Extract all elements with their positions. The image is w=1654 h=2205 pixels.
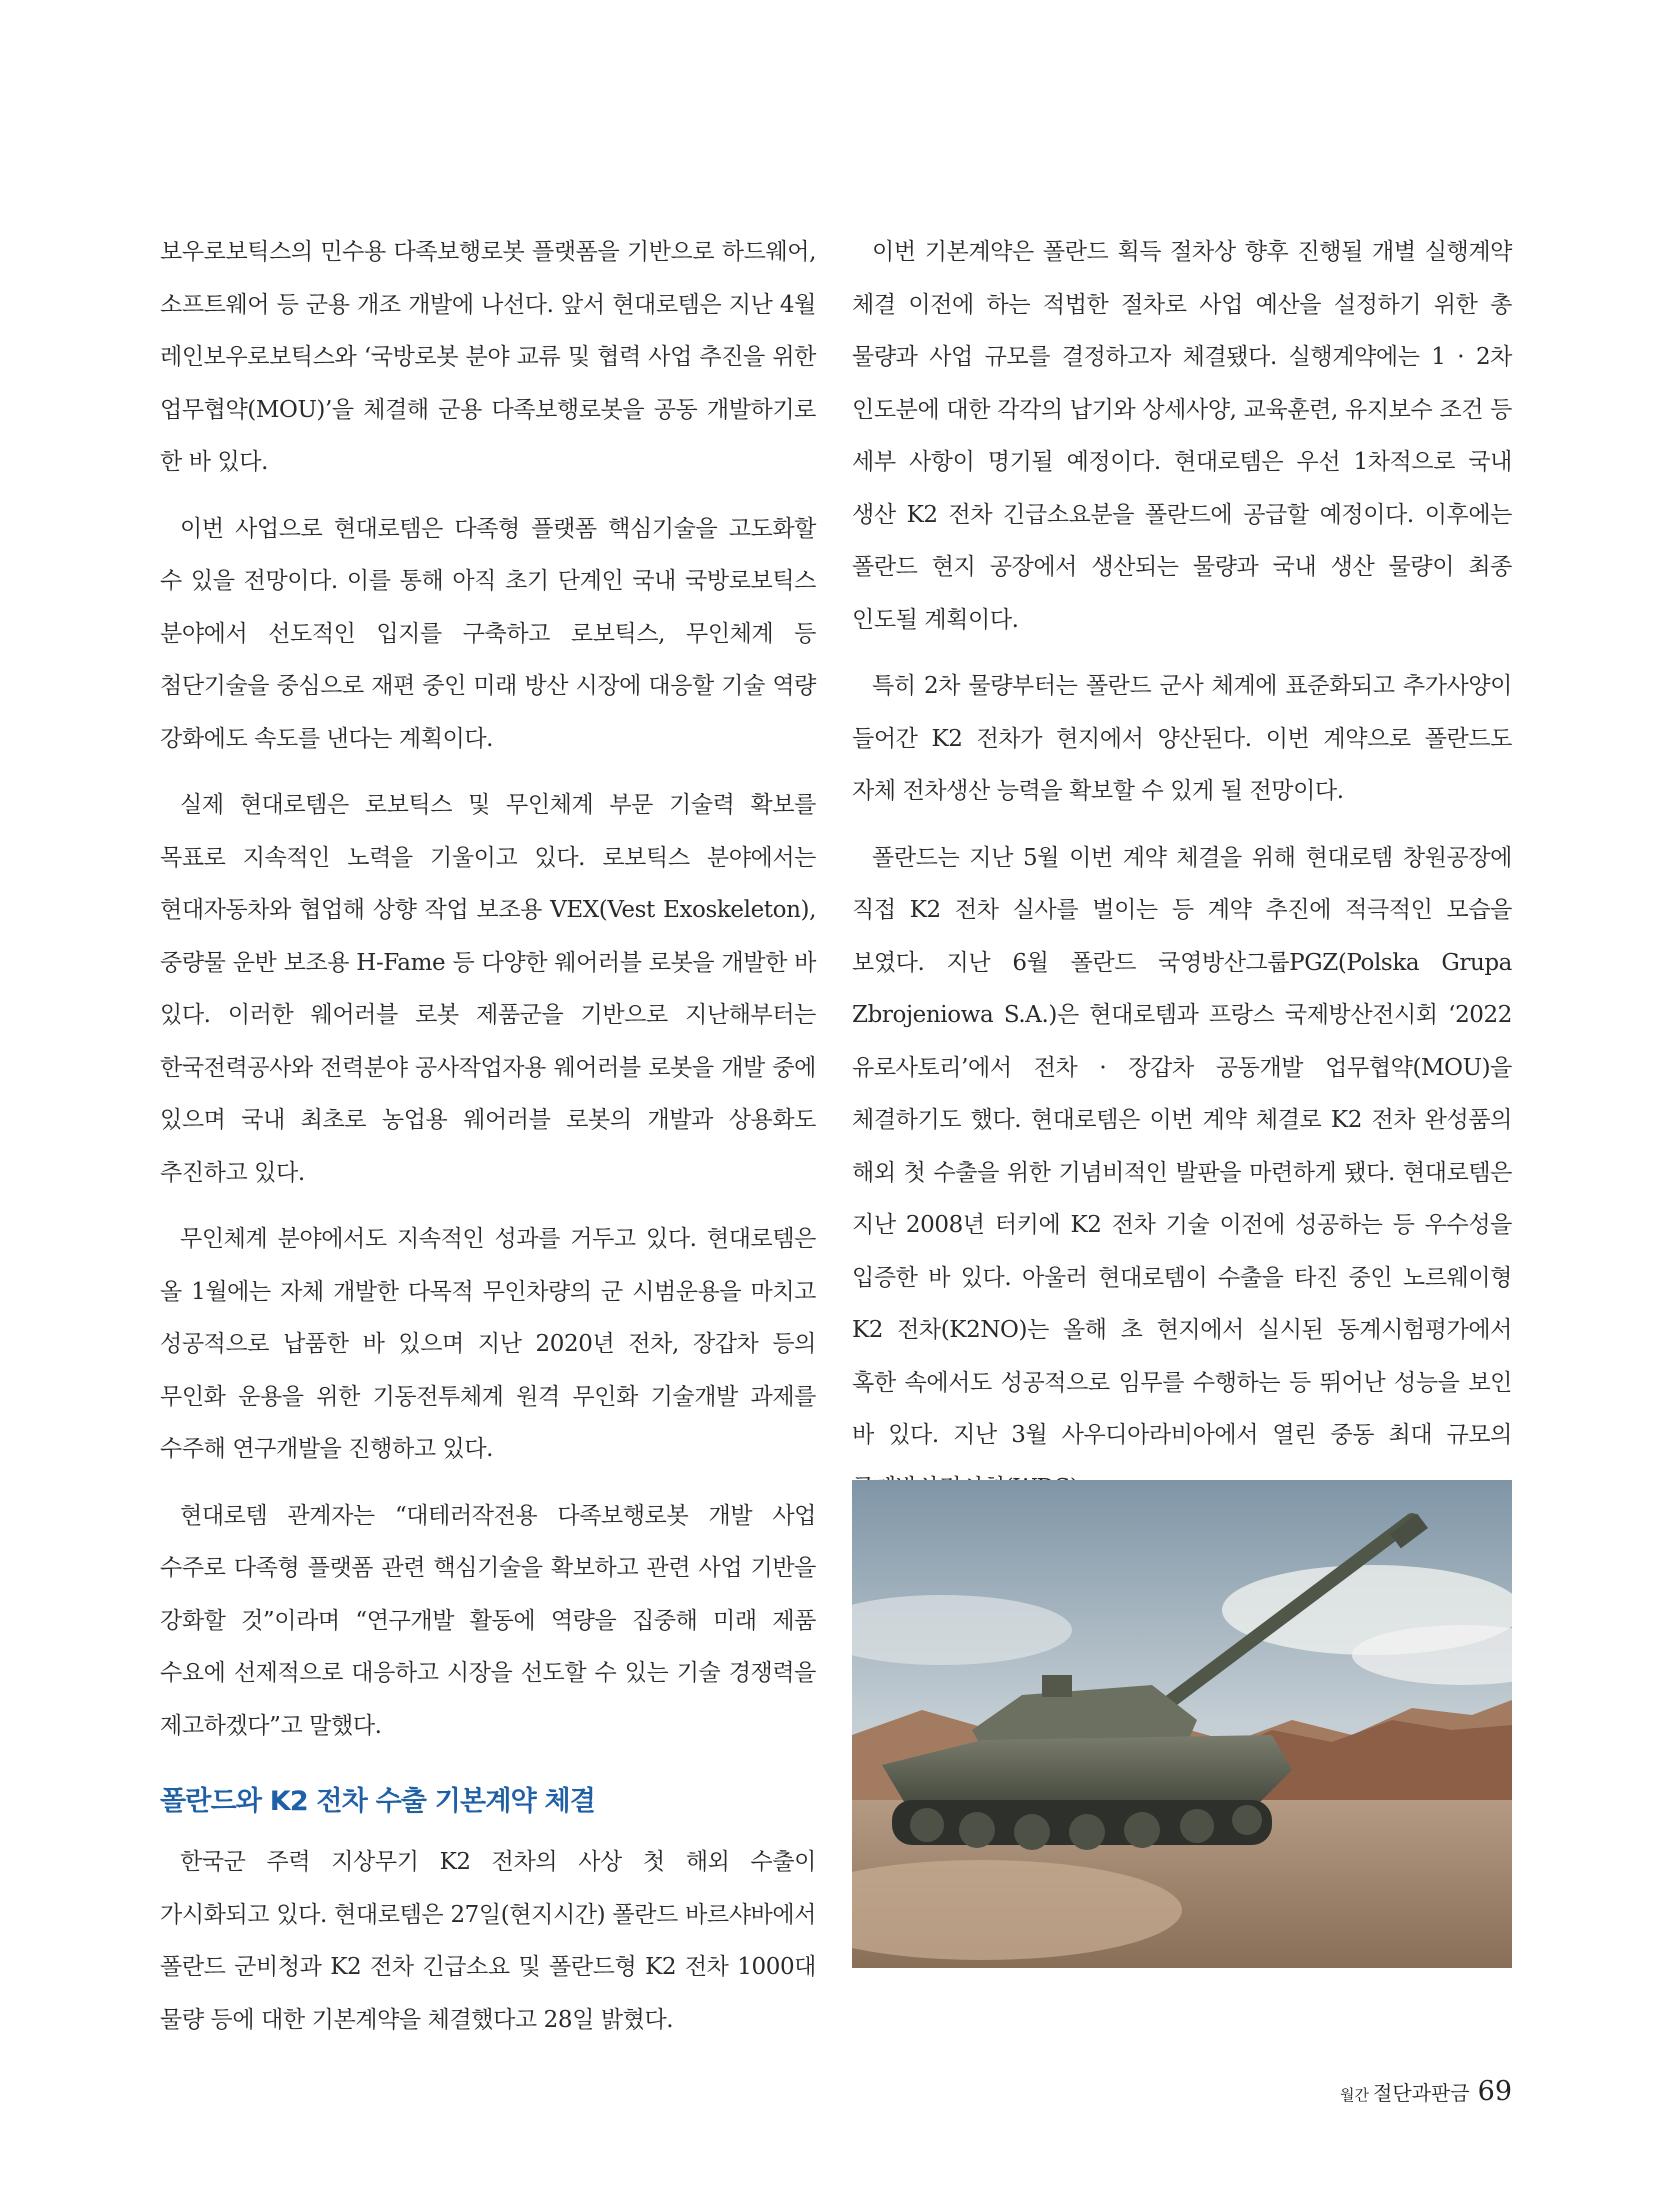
body-paragraph: 이번 사업으로 현대로템은 다족형 플랫폼 핵심기술을 고도화할 수 있을 전망이다. 이를 통해 아직 초기 단계인 국내 국방로보틱스 분야에서 선도적인 입지를 구축하고 로보틱스, 무인체계 등 첨단기술을 중심으로 재편 중인 미래 방산 시장에 대응할 기술 역량 강화에도 속도를 낸다는 계획이다. bbox=[160, 515, 816, 752]
right-column bbox=[852, 226, 1512, 1528]
k2-tank-photo bbox=[852, 1480, 1512, 1968]
body-paragraph: 보우로보틱스의 민수용 다족보행로봇 플랫폼을 기반으로 하드웨어, 소프트웨어 등 군용 개조 개발에 나선다. 앞서 현대로템은 지난 4월 레인보우로보틱스와 ‘국방로봇 분야 교류 및 협력 사업 추진을 위한 업무협약(MOU)’을 체결해 군용 다족보행로봇을 공동 개발하기로 한 바 있다. bbox=[160, 239, 816, 475]
body-paragraph: 한국군 주력 지상무기 K2 전차의 사상 첫 해외 수출이 가시화되고 있다. 현대로템은 27일(현지시간) 폴란드 바르샤바에서 폴란드 군비청과 K2 전차 긴급소요 및 폴란드형 K2 전차 1000대 물량 등에 대한 기본계약을 체결했다고 28일 밝혔다. bbox=[160, 1849, 816, 2033]
magazine-name bbox=[1340, 2077, 1470, 2106]
body-paragraph: 폴란드는 지난 5월 이번 계약 체결을 위해 현대로템 창원공장에 직접 K2 전차 실사를 벌이는 등 계약 추진에 적극적인 모습을 보였다. 지난 6월 폴란드 국영방산그룹PGZ(Polska Grupa Zbrojeniowa S.A.)은 현대로템과 프랑스 국제방산전시회 ‘2022 유로사토리’에서 전차 · 장갑차 공동개발 업무협약(MOU)을 체결하기도 했다. 현대로템은 이번 계약 체결로 K2 전차 완성품의 해외 첫 수출을 위한 기념비적인 발판을 마련하게 됐다. 현대로템은 지난 2008년 터키에 K2 전차 기술 이전에 성공하는 등 우수성을 입증한 바 있다. 아울러 현대로템이 수출을 타진 중인 노르웨이형 K2 전차(K2NO)는 올해 초 현지에서 실시된 동계시험평가에서 혹한 속에서도 성공적으로 임무를 수행하는 등 뛰어난 성능을 보인 바 있다. 지난 3월 사우디아라비아에서 열린 중동 최대 규모의 bbox=[852, 844, 1512, 1448]
body-paragraph: 이번 기본계약은 폴란드 획득 절차상 향후 진행될 개별 실행계약 체결 이전에 하는 적법한 절차로 사업 예산을 설정하기 위한 총 물량과 사업 규모를 결정하고자 체결됐다. 실행계약에는 1 · 2차 인도분에 대한 각각의 납기와 상세사양, 교육훈련, 유지보수 조건 등 세부 사항이 명기될 예정이다. 현대로템은 우선 1차적으로 국내 생산 K2 전차 긴급소요분을 폴란드에 공급할 예정이다. 이후에는 폴란드 현지 공장에서 생산되는 물량과 국내 생산 물량이 최종 인도될 계획이다. bbox=[852, 239, 1512, 633]
magazine-prefix: 월간 bbox=[1340, 2086, 1370, 2104]
section-heading: 폴란드와 K2 전차 수출 기본계약 체결 bbox=[160, 1786, 596, 1817]
body-paragraph: 현대로템 관계자는 “대테러작전용 다족보행로봇 개발 사업 수주로 다족형 플랫폼 관련 핵심기술을 확보하고 관련 사업 기반을 강화할 것”이라며 “연구개발 활동에 역량을 집중해 미래 제품 수요에 선제적으로 대응하고 시장을 선도할 수 있는 기술 경쟁력을 제고하겠다”고 말했다. bbox=[160, 1502, 816, 1739]
body-paragraph: 무인체계 분야에서도 지속적인 성과를 거두고 있다. 현대로템은 올 1월에는 자체 개발한 다목적 무인차량의 군 시범운용을 마치고 성공적으로 납품한 바 있으며 지난 2020년 전차, 장갑차 등의 무인화 운용을 위한 기동전투체계 원격 무인화 기술개발 과제를 수주해 연구개발을 진행하고 있다. bbox=[160, 1226, 816, 1462]
body-paragraph: 특히 2차 물량부터는 폴란드 군사 체계에 표준화되고 추가사양이 들어간 K2 전차가 현지에서 양산된다. 이번 계약으로 폴란드도 자체 전차생산 능력을 확보할 수 있게 될 전망이다. bbox=[852, 673, 1512, 804]
magazine-title: 절단과판금 bbox=[1373, 2081, 1470, 2105]
page-footer bbox=[1340, 2076, 1512, 2107]
left-column bbox=[160, 226, 816, 2060]
page-number: 69 bbox=[1477, 2076, 1512, 2107]
body-paragraph: 실제 현대로템은 로보틱스 및 무인체계 부문 기술력 확보를 목표로 지속적인 노력을 기울이고 있다. 로보틱스 분야에서는 현대자동차와 협업해 상향 작업 보조용 VEX(Vest Exoskeleton), 중량물 운반 보조용 H-Fame 등 다양한 웨어러블 로봇을 개발한 바 있다. 이러한 웨어러블 로봇 제품군을 기반으로 지난해부터는 한국전력공사와 전력분야 공사작업자용 웨어러블 로봇을 개발 중에 있으며 국내 최초로 농업용 웨어러블 로봇의 개발과 상용화도 추진하고 있다. bbox=[160, 792, 816, 1186]
